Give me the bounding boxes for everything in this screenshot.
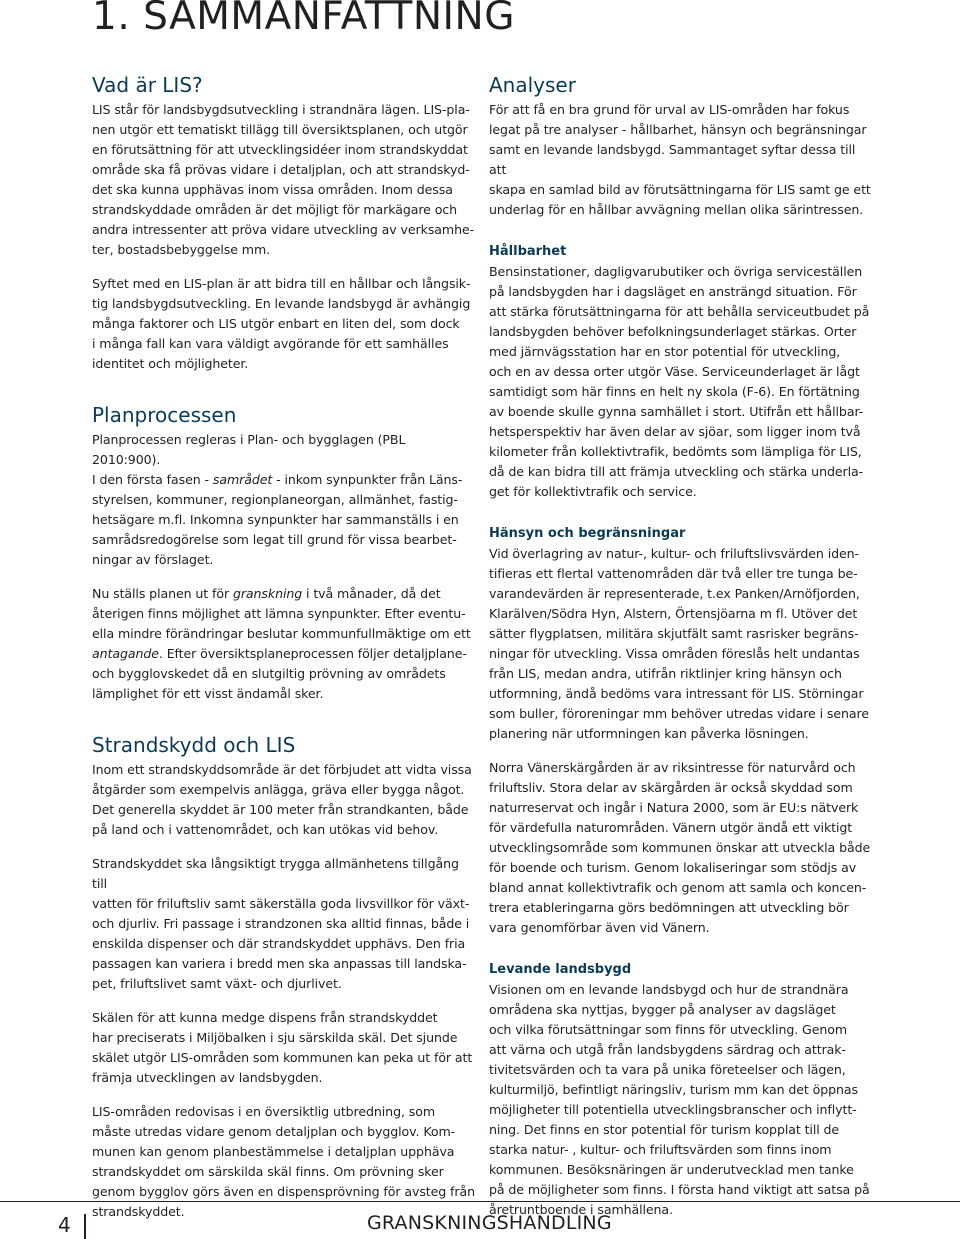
- heading-planprocessen: Planprocessen: [92, 403, 237, 427]
- paragraph-planprocessen-1: Planprocessen regleras i Plan- och bygglagen (PBL 2010:900). I den första fasen - samrådet - inkom synpunkter från Läns- styrelsen, kommuner, regionplaneorgan, allmänhet, fastig- hetsägare m.fl. Inkomna synpunkter har sammanställs i en samrådsredogörelse som legat till grund för vissa bearbet- ningar av förslaget.: [92, 432, 463, 567]
- page-number: 4: [58, 1213, 71, 1237]
- paragraph-vad-ar-lis-1: LIS står för landsbygdsutveckling i strandnära lägen. LIS-pla- nen utgör ett tematiskt tillägg till översiktsplanen, och utgör en förutsättning för att utvecklingsidéer inom strandskyddat område ska få prövas vidare i detaljplan, och att strandskyd- det ska kunna upphävas inom vissa områden. Inom dessa strandskyddade områden är det möjligt för markägare och andra intressenter att pröva vidare utveckling av verksamhe- ter, bostadsbebyggelse mm.: [92, 102, 475, 257]
- heading-vad-ar-lis: Vad är LIS?: [92, 73, 203, 97]
- paragraph-strandskydd-4: LIS-områden redovisas i en översiktlig utbredning, som måste utredas vidare genom detaljplan och bygglov. Kom- munen kan genom planbestämmelse i detaljplan upphäva strandskyddet om särskilda skäl finns. Om prövning sker genom bygglov görs även en dispensprövning för avsteg från strandskyddet.: [92, 1104, 475, 1219]
- heading-levande-landsbygd: Levande landsbygd: [489, 962, 632, 977]
- heading-hallbarhet: Hållbarhet: [489, 244, 567, 259]
- paragraph-strandskydd-3: Skälen för att kunna medge dispens från strandskyddet har preciserats i Miljöbalken i sju särskilda skäl. Det sjunde skälet utgör LIS-områden som kommunen kan peka ut för att främja utvecklingen av landsbygden.: [92, 1010, 473, 1085]
- heading-hansyn: Hänsyn och begränsningar: [489, 526, 686, 541]
- paragraph-hansyn-1: Vid överlagring av natur-, kultur- och friluftslivsvärden iden- tifieras ett flertal vattenområden där två eller tre tunga be- varandevärden är representerade, t.ex Panken/Arnöfjorden, Klarälven/Södra Hyn, Alstern, Örtensjöarna m fl. Utöver det sätter flygplatsen, militära skjutfält samt rasrisker begräns- ningar för utveckling. Vissa områden föreslås helt undantas från LIS, medan andra, utifrån riktlinjer kring hänsyn och utformning, ändå bedöms vara intressant för LIS. Störningar som buller, föroreningar mm behöver utredas vidare i senare planering när utformningen kan påverka lösningen.: [489, 546, 869, 741]
- footer-label: GRANSKNINGSHANDLING: [367, 1212, 612, 1234]
- left-column: [92, 70, 477, 1222]
- paragraph-planprocessen-2: Nu ställs planen ut för granskning i två månader, då det återigen finns möjlighet att lämna synpunkter. Efter eventu- ella mindre förändringar beslutar kommunfullmäktige om ett antagande. Efter översiktsplaneprocessen följer detaljplane- och bygglovskedet då en slutgiltig prövning av områdets lämplighet för ett visst ändamål sker.: [92, 586, 471, 701]
- paragraph-strandskydd-1: Inom ett strandskyddsområde är det förbjudet att vidta vissa åtgärder som exempelvis anlägga, gräva eller bygga något. Det generella skyddet är 100 meter från strandkanten, både på land och i vattenområdet, och kan utökas vid behov.: [92, 762, 472, 837]
- page-number-divider: [84, 1214, 86, 1239]
- paragraph-levande-landsbygd: Visionen om en levande landsbygd och hur de strandnära områdena ska nyttjas, bygger på analyser av dagsläget och vilka förutsättningar som finns för utveckling. Genom att värna och utgå från landsbygdens särdrag och attrak- tivitetsvärden och ta vara på unika företeelser och lägen, kulturmiljö, befintligt näringsliv, turism mm kan det öppnas möjligheter till potentiella utvecklingsbranscher och inflytt- ning. Det finns en stor potential för turism kopplat till de starka natur- , kultur- och friluftsvärden som finns inom kommunen. Besöksnäringen är underutvecklad men tanke på de möjligheter som finns. I första hand viktigt att satsa på åretruntboende i samhällena.: [489, 982, 870, 1217]
- heading-strandskydd: Strandskydd och LIS: [92, 733, 296, 757]
- footer-divider: [0, 1201, 960, 1202]
- right-column: [489, 70, 874, 1220]
- paragraph-hallbarhet: Bensinstationer, dagligvarubutiker och övriga serviceställen på landsbygden har i dagsläget en ansträngd situation. För att stärka förutsättningarna för att behålla serviceutbudet på landsbygden behöver befolkningsunderlaget stärkas. Orter med järnvägsstation har en stor potential för utveckling, och en av dessa orter utgör Väse. Serviceunderlaget är lågt samtidigt som här finns en helt ny skola (F-6). En förtätning av boende skulle gynna samhället i stort. Utifrån ett hållbar- hetsperspektiv har även delar av sjöar, som ligger inom två kilometer från kollektivtrafik, bedömts som lämpliga för LIS, då de kan bidra till att främja utveckling och stärka underla- get för kollektivtrafik och service.: [489, 264, 870, 499]
- paragraph-strandskydd-2: Strandskyddet ska långsiktigt trygga allmänhetens tillgång till vatten för friluftsliv samt säkerställa goda livsvillkor för växt- och djurliv. Fri passage i strandzonen ska alltid finnas, både i enskilda dispenser och där strandskyddet upphävs. Den fria passagen kan variera i bredd men ska anpassas till landska- pet, friluftslivet samt växt- och djurlivet.: [92, 856, 470, 991]
- page-title: 1. SAMMANFATTNING: [92, 0, 515, 39]
- heading-analyser: Analyser: [489, 73, 576, 97]
- paragraph-hansyn-2: Norra Vänerskärgården är av riksintresse för naturvård och friluftsliv. Stora delar av skärgården är också skyddad som naturreservat och ingår i Natura 2000, som är EU:s nätverk för värdefulla naturområden. Vänern utgör ändå ett viktigt utvecklingsområde som kommunen önskar att utveckla både för boende och turism. Genom lokaliseringar som stödjs av bland annat kollektivtrafik och genom att samla och koncen- trera etableringarna görs bedömningen att utveckling bör vara genomförbar även vid Vänern.: [489, 760, 871, 935]
- paragraph-analyser: För att få en bra grund för urval av LIS-områden har fokus legat på tre analyser - hållbarhet, hänsyn och begränsningar samt en levande landsbygd. Sammantaget syftar dessa till att skapa en samlad bild av förutsättningarna för LIS samt ge ett underlag för en hållbar avvägning mellan olika särintressen.: [489, 102, 871, 217]
- paragraph-vad-ar-lis-2: Syftet med en LIS-plan är att bidra till en hållbar och långsik- tig landsbygdsutveckling. En levande landsbygd är avhängig många faktorer och LIS utgör enbart en liten del, som dock i många fall kan vara väldigt avgörande för ett samhälles identitet och möjligheter.: [92, 276, 471, 371]
